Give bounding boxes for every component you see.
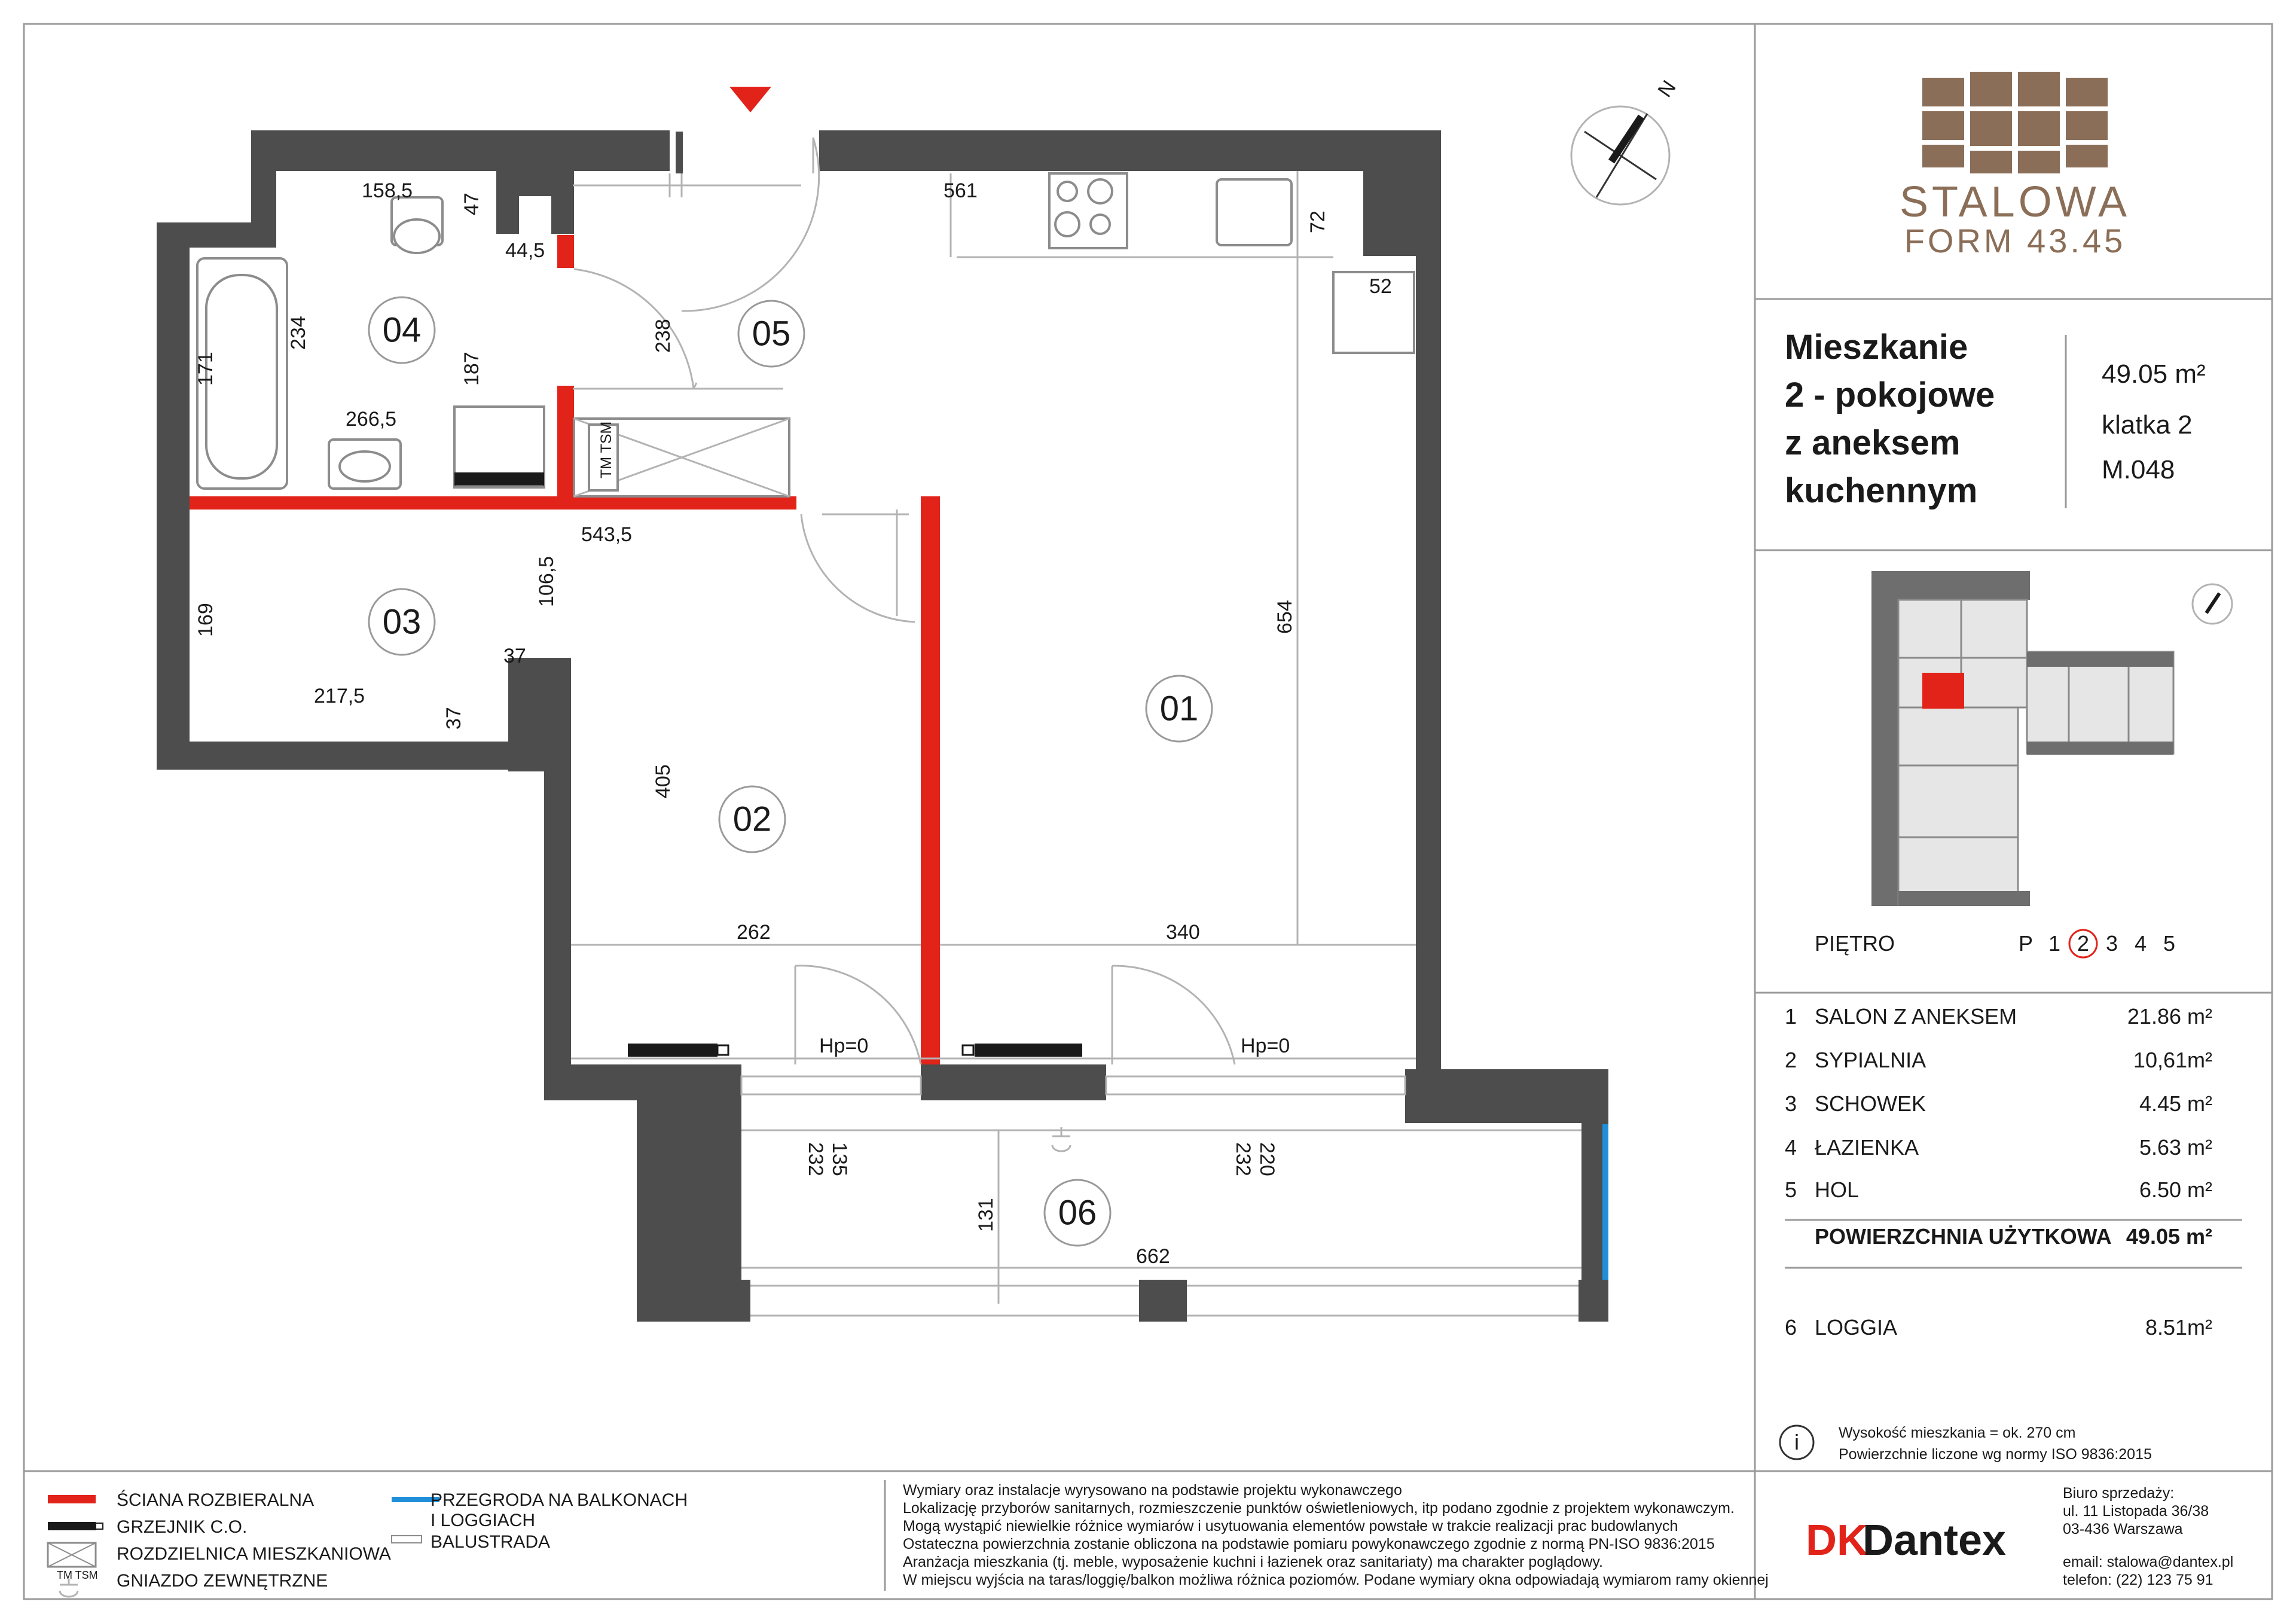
dimension-label: 232 [804,1142,827,1176]
room-list [1785,1004,2242,1340]
title-line: z aneksem [1785,423,1961,462]
apartment-staircase: klatka 2 [2102,410,2193,440]
dimension-label: 662 [1136,1245,1170,1268]
door-note: Hp=0 [819,1035,869,1057]
kitchen-fixtures [951,173,1414,353]
legend-item: BALUSTRADA [430,1532,551,1552]
apartment-unit: M.048 [2102,455,2175,484]
dimension-label: 52 [1369,275,1392,298]
room-name: SCHOWEK [1815,1091,1926,1116]
title-line: kuchennym [1785,471,1978,510]
title-line: Mieszkanie [1785,328,1968,367]
dimension-label: 232 [1232,1142,1254,1176]
dimension-label: 72 [1306,210,1329,233]
dimension-label: 135 [828,1142,851,1176]
dimension-label: 340 [1166,921,1200,944]
dimension-label: 187 [460,352,483,386]
office-line: Biuro sprzedaży: [2063,1485,2175,1502]
loggia-num: 6 [1785,1315,1797,1340]
disclaimer-line: Aranżacja mieszkania (tj. meble, wyposażenie kuchni i łazienek oraz sanitariaty) ma charakter poglądowy. [903,1554,1603,1570]
disclaimer-line: Wymiary oraz instalacje wyrysowano na podstawie projektu wykonawczego [903,1482,1402,1499]
dimension-label: 171 [194,352,217,386]
dimension-label: 47 [460,193,483,215]
bathroom-fixtures [197,197,789,496]
brand-mark: DK [1806,1517,1868,1564]
room-num: 4 [1785,1135,1797,1160]
loggia-area: 8.51m² [2145,1315,2212,1340]
legend-item: ROZDZIELNICA MIESZKANIOWA [117,1544,391,1564]
apartment-title [1785,328,2206,510]
room-label-03: 03 [382,602,422,642]
logo-name: STALOWA [1899,178,2131,226]
room-num: 2 [1785,1048,1797,1072]
compass-icon [1571,77,1681,205]
dimension-label: 106,5 [535,556,558,607]
dimension-label: 169 [194,603,217,637]
dimension-label: 405 [652,764,674,798]
floor-option[interactable]: P [2018,931,2034,956]
sales-office [2063,1485,2233,1588]
room-name: SALON Z ANEKSEM [1815,1004,2017,1029]
dimension-label: 158,5 [362,179,413,202]
disclaimer-line: W miejscu wyjścia na taras/loggię/balkon możliwa różnica poziomów. Podane wymiary okna odpowiadają wymiarom ramy okiennej [903,1572,1769,1588]
legend-item: GNIAZDO ZEWNĘTRZNE [117,1571,328,1591]
info-line: Wysokość mieszkania = ok. 270 cm [1839,1424,2076,1441]
key-plan [1871,571,2232,906]
title-line: 2 - pokojowe [1785,376,1995,414]
total-label: POWIERZCHNIA UŻYTKOWA [1815,1224,2112,1249]
floor-option[interactable]: 1 [2048,931,2061,956]
dimension-label: 220 [1256,1142,1278,1176]
room-label-02: 02 [732,800,772,839]
logo-sub: FORM 43.45 [1904,222,2126,260]
loggia-name: LOGGIA [1815,1315,1898,1340]
balcony-partition [1602,1124,1608,1280]
floor-option[interactable]: 5 [2163,931,2176,956]
room-label-04: 04 [382,310,422,350]
room-area: 6.50 m² [2139,1177,2212,1202]
legend-item: PRZEGRODA NA BALKONACH [430,1490,688,1510]
disclaimer-line: Ostateczna powierzchnia zostanie obliczona na podstawie pomiaru powykonawczego zgodnie z normą PN-ISO 9836:2015 [903,1536,1715,1552]
floor-option[interactable]: 4 [2134,931,2147,956]
dimension-label: 654 [1274,600,1296,634]
office-line: 03-436 Warszawa [2063,1521,2183,1537]
brand-name: Dantex [1863,1517,2007,1564]
apartment-area: 49.05 m² [2102,359,2206,389]
room-area: 5.63 m² [2139,1135,2212,1160]
entrance-marker-icon [729,87,771,112]
disclaimer-line: Lokalizację przyborów sanitarnych, rozmieszczenie punktów oświetleniowych, itp podano zgodnie z projektem wykonawczym. [903,1500,1735,1517]
dimension-label: 543,5 [581,523,633,546]
room-label-05: 05 [752,314,791,353]
disclaimer-line: Mogą wystąpić niewielkie różnice wymiarów i usytuowania elementów powstałe w trakcie realizacji prac budowlanych [903,1518,1678,1534]
info-icon-letter: i [1794,1430,1799,1454]
dimension-label: 266,5 [346,408,397,431]
office-email[interactable]: email: stalowa@dantex.pl [2063,1554,2234,1570]
room-area: 4.45 m² [2139,1091,2212,1116]
dimension-label: 234 [287,316,310,350]
room-num: 3 [1785,1091,1797,1116]
floor-option-selected[interactable]: 2 [2077,931,2090,956]
dimension-label: 238 [652,319,674,353]
legend-item: I LOGGIACH [430,1511,536,1530]
dimension-label: 561 [944,179,978,202]
compass-n-label: N [1653,76,1681,102]
room-label-01: 01 [1159,689,1199,728]
office-phone[interactable]: telefon: (22) 123 75 91 [2063,1572,2213,1588]
info-note [1780,1424,2152,1463]
floor-selector [1815,930,2175,957]
room-num: 1 [1785,1004,1797,1029]
dimension-label: 37 [442,707,465,730]
total-area: 49.05 m² [2126,1224,2212,1249]
logo [1900,72,2130,260]
room-name: ŁAZIENKA [1815,1135,1919,1160]
dimension-label: 262 [737,921,771,944]
floor-selector-label: PIĘTRO [1815,931,1895,956]
developer-logo [1806,1517,2006,1564]
room-name: HOL [1815,1177,1860,1202]
room-name: SYPIALNIA [1815,1048,1926,1072]
floor-option[interactable]: 3 [2105,931,2118,956]
dimension-label: 44,5 [505,239,545,262]
room-area: 10,61m² [2133,1048,2212,1072]
door-note: Hp=0 [1241,1035,1290,1057]
dimension-label: 37 [503,645,526,667]
dimension-label: 131 [975,1198,997,1232]
info-line: Powierzchnie liczone wg normy ISO 9836:2015 [1839,1446,2152,1463]
legend-tsm: TM TSM [57,1569,98,1581]
office-line: ul. 11 Listopada 36/38 [2063,1503,2209,1520]
dimension-label: 217,5 [314,685,365,707]
legend-item: GRZEJNIK C.O. [117,1517,248,1537]
legend-item: ŚCIANA ROZBIERALNA [117,1490,315,1510]
room-area: 21.86 m² [2127,1004,2212,1029]
room-label-06: 06 [1058,1193,1097,1232]
distribution-board-label: TM TSM [598,421,615,478]
room-num: 5 [1785,1177,1797,1202]
disclaimer [903,1482,1769,1588]
legend [48,1490,688,1597]
